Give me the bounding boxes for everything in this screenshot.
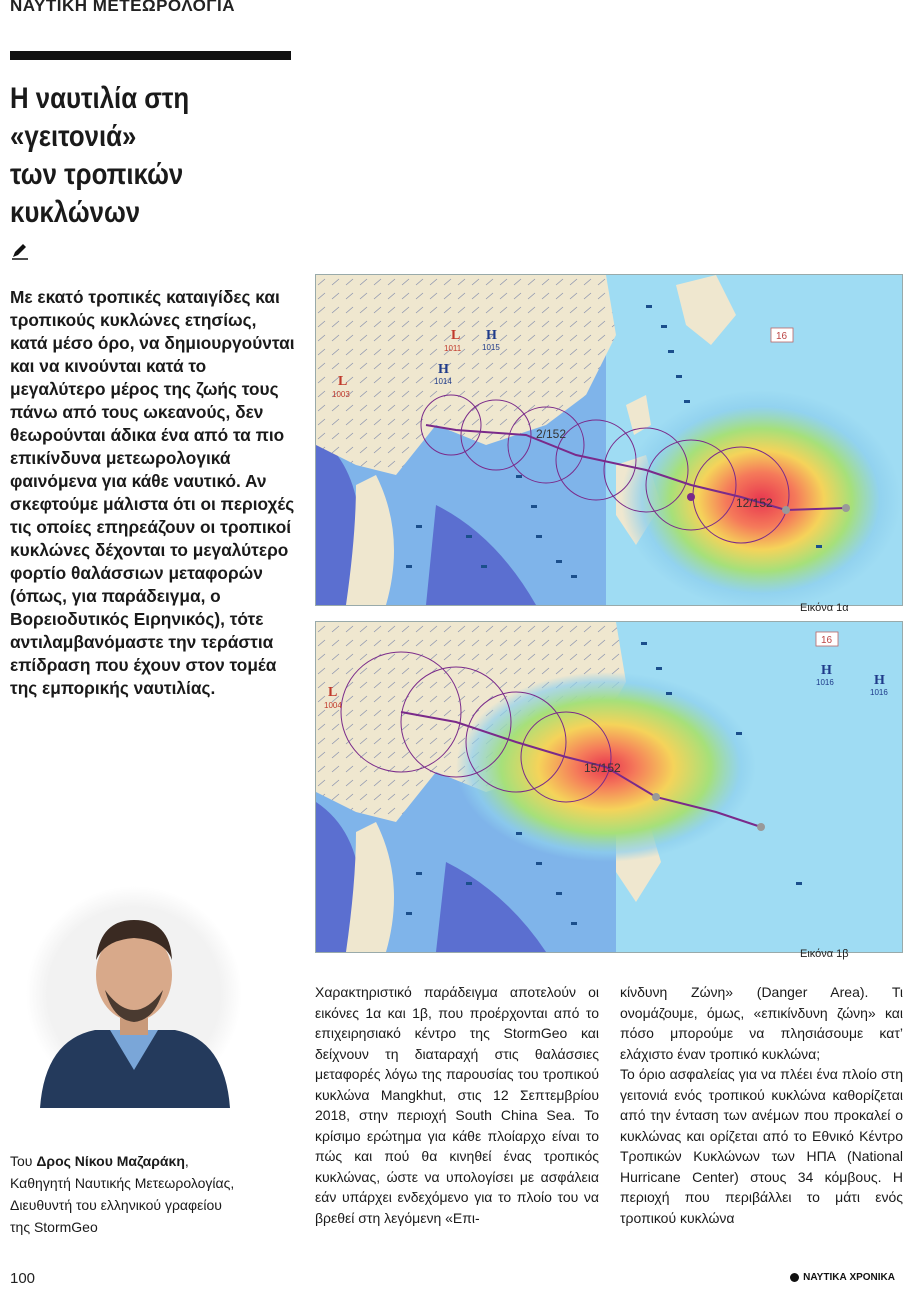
map1-box-label: 16	[776, 331, 788, 342]
author-role-3: της StormGeo	[10, 1219, 98, 1235]
map1-high-1: H	[486, 328, 497, 343]
pen-icon	[10, 240, 30, 265]
map1-high-2-value: 1014	[434, 377, 452, 386]
brand-logo-icon	[790, 1273, 799, 1282]
map1-track-label: 2/152	[536, 427, 567, 441]
map-figure-1a	[315, 274, 903, 606]
author-credit	[10, 1150, 280, 1238]
map2-high-2: H	[874, 673, 885, 688]
section-label: ΝΑΥΤΙΚΗ ΜΕΤΕΩΡΟΛΟΓΙΑ	[10, 0, 236, 15]
map2-low-1-value: 1004	[324, 701, 342, 710]
map1-low-1-value: 1011	[444, 344, 462, 353]
map2-caption: Εικόνα 1β	[800, 948, 849, 960]
map2-box-label: 16	[821, 635, 833, 646]
map2-high-1: H	[821, 663, 832, 678]
map2-low-1: L	[328, 685, 338, 700]
author-role-1: Καθηγητή Ναυτικής Μετεωρολογίας,	[10, 1175, 235, 1191]
map1-caption: Εικόνα 1α	[800, 602, 849, 614]
map1-high-1-value: 1015	[482, 343, 500, 352]
map2-high-1-value: 1016	[816, 678, 834, 687]
body-paragraph-3: Το όριο ασφαλείας για να πλέει ένα πλοίο στη γειτονιά ενός τροπικού κυκλώνα καθορίζεται από την ένταση των ανέμων που προκαλεί ο κυκλώνας και ορίζεται από το Εθνικό Κέντρο Τροπικών Κυκλώνων των ΗΠΑ (National Hurricane Center) στους 34 κόμβους. Η περιοχή που περιβάλλει το μάτι ενός τροπικού κυκλώνα	[620, 1066, 903, 1226]
author-photo	[25, 880, 243, 1108]
page-number: 100	[10, 1270, 36, 1287]
article-title-line1: Η ναυτιλία στη «γειτονιά»	[10, 82, 190, 153]
section-rule	[10, 51, 291, 60]
map1-storm-label: 12/152	[736, 496, 773, 510]
lead-paragraph: Με εκατό τροπικές καταιγίδες και τροπικούς κυκλώνες ετησίως, κατά μέσο όρο, να δημιουργούνται και να κινούνται κατά το μεγαλύτερο μέρος της ζωής τους πάνω από τους ωκεανούς, δεν θεωρούνται άδικα ένα από τα πιο επικίνδυνα μετεωρολογικά φαινόμενα για κάθε ναυτικό. Αν σκεφτούμε μάλιστα ότι οι περιοχές τις οποίες επηρεάζουν οι τροπικοί κυκλώνες δέχονται το μεγαλύτερο φορτίο θαλάσσιων μεταφορών (όπως, για παράδειγμα, ο Βορειοδυτικός Ειρηνικός), τότε αντιλαμβανόμαστε την τεράστια επίδραση που έχουν στον τομέα της εμπορικής ναυτιλίας.	[10, 287, 295, 698]
body-column-2	[620, 982, 903, 1228]
brand-name: ΝΑΥΤΙΚΑ ΧΡΟΝΙΚΑ	[803, 1272, 895, 1283]
author-name: Δρος Νίκου Μαζαράκη	[36, 1153, 185, 1169]
map1-low-1: L	[451, 328, 461, 343]
author-role-2: Διευθυντή του ελληνικού γραφείου	[10, 1197, 222, 1213]
article-title	[10, 80, 294, 232]
map2-high-2-value: 1016	[870, 688, 888, 697]
body-paragraph-1: Χαρακτηριστικό παράδειγμα αποτελούν οι εικόνες 1α και 1β, που προέρχονται από το επιχειρησιακό κέντρο της StormGeo και δείχνουν τη διαταραχή στις θαλάσσιες μεταφορές λόγω της παρουσίας του τροπικού κυκλώνα Mangkhut, στις 12 Σεπτεμβρίου 2018, στην περιοχή South China Sea. Το κρίσιμο ερώτημα για κάθε πλοίαρχο είναι το πώς και πού θα κινηθεί ένας τροπικός κυκλώνας, ώστε να υπολογίσει με ασφάλεια εάν υπάρχει ενδεχόμενο για το πλοίο του να βρεθεί στη λεγόμενη «Επι-	[315, 984, 599, 1226]
map1-low-2: L	[338, 374, 348, 389]
publication-brand	[790, 1272, 895, 1283]
article-title-line2: των τροπικών κυκλώνων	[10, 158, 184, 229]
body-column-1	[315, 982, 599, 1228]
map2-storm-label: 15/152	[584, 761, 621, 775]
map-figure-1b	[315, 621, 903, 953]
body-paragraph-2: κίνδυνη Ζώνη» (Danger Area). Τι ονομάζουμε, όμως, «επικίνδυνη ζώνη» και πόσο μπορούμε να πλησιάσουμε κατ’ ελάχιστο έναν τροπικό κυκλώνα;	[620, 984, 903, 1062]
map1-high-2: H	[438, 362, 449, 377]
map1-low-2-value: 1003	[332, 390, 350, 399]
author-line1: Του Δρος Νίκου Μαζαράκη,	[10, 1153, 189, 1169]
